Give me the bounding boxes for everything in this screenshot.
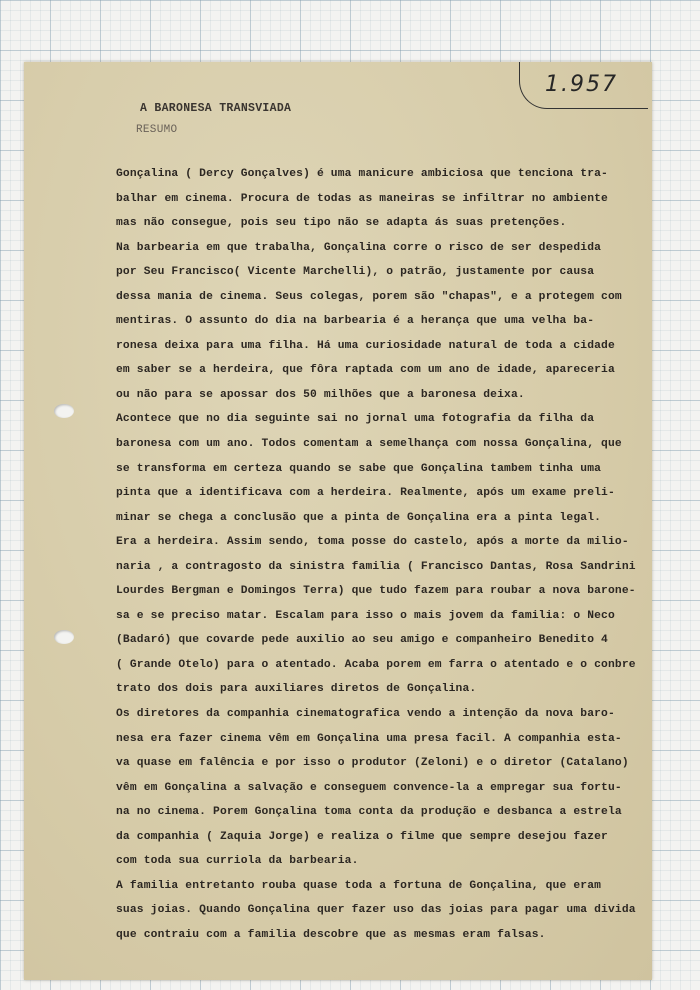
text-line: (Badaró) que covarde pede auxilio ao seu amigo e companheiro Benedito 4: [116, 634, 608, 647]
text-line: ou não para se apossar dos 50 milhões que a baronesa deixa.: [116, 388, 525, 401]
handwritten-note-text: 1.957: [545, 72, 618, 97]
text-line: minar se chega a conclusão que a pinta de Gonçalina era a pinta legal.: [116, 511, 602, 524]
text-line: mas não consegue, pois seu tipo não se adapta ás suas pretenções.: [116, 217, 567, 230]
text-line: com toda sua curriola da barbearia.: [116, 855, 359, 868]
text-line: suas joias. Quando Gonçalina quer fazer uso das joias para pagar uma divida: [116, 904, 636, 917]
text-line: Era a herdeira. Assim sendo, toma posse do castelo, após a morte da milio-: [116, 536, 629, 549]
text-line: dessa mania de cinema. Seus colegas, porem são "chapas", e a protegem com: [116, 290, 622, 303]
text-line: vêm em Gonçalina a salvação e conseguem convence-la a empregar sua fortu-: [116, 781, 622, 794]
text-line: baronesa com um ano. Todos comentam a semelhança com nossa Gonçalina, que: [116, 438, 622, 451]
text-line: se transforma em certeza quando se sabe que Gonçalina tambem tinha uma: [116, 462, 602, 475]
text-line: ronesa deixa para uma filha. Há uma curiosidade natural de toda a cidade: [116, 339, 615, 352]
text-line: pinta que a identificava com a herdeira. Realmente, após um exame preli-: [116, 487, 615, 500]
text-line: trato dos dois para auxiliares diretos de Gonçalina.: [116, 683, 477, 696]
text-line: por Seu Francisco( Vicente Marchelli), o patrão, justamente por causa: [116, 266, 595, 279]
text-line: nesa era fazer cinema vêm em Gonçalina uma presa facil. A companhia esta-: [116, 732, 622, 745]
document-title: A BARONESA TRANSVIADA: [140, 102, 292, 115]
text-line: que contraiu com a familia descobre que as mesmas eram falsas.: [116, 928, 546, 941]
synopsis-body: [116, 162, 652, 948]
text-line: da companhia ( Zaquia Jorge) e realiza o filme que sempre desejou fazer: [116, 830, 608, 843]
text-line: na no cinema. Porem Gonçalina toma conta da produção e desbanca a estrela: [116, 806, 622, 819]
text-line: Acontece que no dia seguinte sai no jornal uma fotografia da filha da: [116, 413, 595, 426]
text-line: em saber se a herdeira, que fôra raptada com um ano de idade, apareceria: [116, 364, 615, 377]
text-line: balhar em cinema. Procura de todas as maneiras se infiltrar no ambiente: [116, 192, 608, 205]
text-line: Gonçalina ( Dercy Gonçalves) é uma manicure ambiciosa que tenciona tra-: [116, 168, 608, 180]
text-line: va quase em falência e por isso o produtor (Zeloni) e o diretor (Catalano): [116, 757, 629, 770]
text-line: naria , a contragosto da sinistra familia ( Francisco Dantas, Rosa Sandrini: [116, 560, 636, 573]
text-line: Lourdes Bergman e Domingos Terra) que tudo fazem para roubar a nova barone-: [116, 585, 636, 598]
text-line: sa e se preciso matar. Escalam para isso o mais jovem da familia: o Neco: [116, 609, 615, 622]
handwritten-year-note: [519, 68, 649, 108]
text-line: mentiras. O assunto do dia na barbearia é a herança que uma velha ba-: [116, 315, 595, 328]
text-line: A familia entretanto rouba quase toda a fortuna de Gonçalina, que eram: [116, 879, 602, 892]
typewritten-page: [24, 62, 652, 980]
text-line: Os diretores da companhia cinematografica vendo a intenção da nova baro-: [116, 708, 615, 721]
text-line: ( Grande Otelo) para o atentado. Acaba porem em farra o atentado e o conbre: [116, 658, 636, 671]
document-subtitle: RESUMO: [136, 124, 178, 136]
text-line: Na barbearia em que trabalha, Gonçalina corre o risco de ser despedida: [116, 241, 602, 254]
punch-hole: [54, 404, 74, 418]
punch-hole: [54, 630, 74, 644]
